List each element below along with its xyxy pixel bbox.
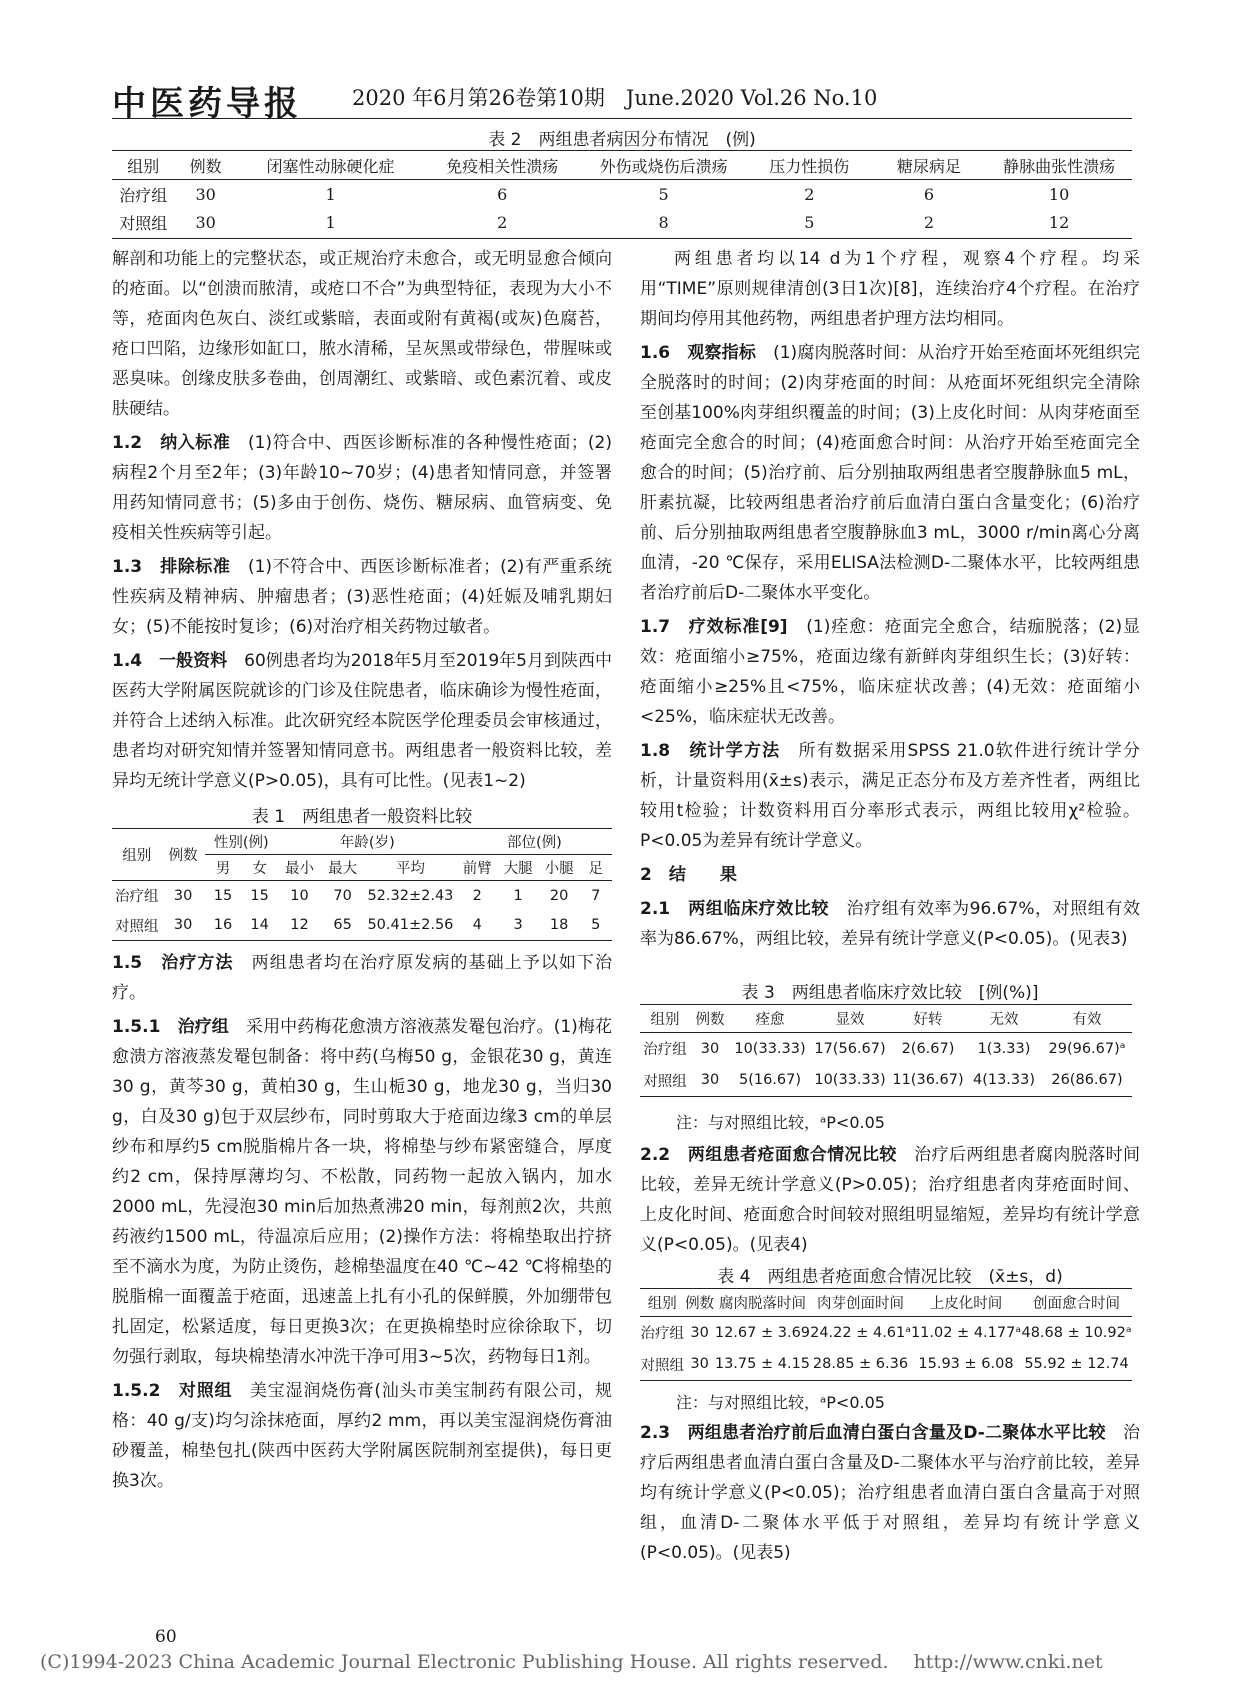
- table-cell: 70: [333, 887, 352, 904]
- table-cell: 5: [658, 184, 669, 204]
- table4: [640, 1288, 1132, 1381]
- table2-header: 压力性损伤: [769, 156, 850, 176]
- section-heading: 1.3 排除标准: [112, 557, 231, 577]
- paragraph-text: 治疗组有效率为96.67%，对照组有效率为86.67%，两组比较，差异有统计学意义(P<0.05)。(见表3): [640, 899, 1140, 949]
- table2-header: 例数: [189, 156, 222, 176]
- table-cell: 7: [591, 887, 601, 904]
- table-cell: 6: [923, 184, 935, 204]
- table-cell: 15: [250, 887, 269, 904]
- table3-header: 无效: [989, 1012, 1019, 1028]
- table4-header-row: [640, 1289, 1132, 1317]
- table-cell: 30: [195, 184, 216, 204]
- table-cell: 30: [700, 1072, 720, 1089]
- table-cell: 5: [591, 917, 601, 934]
- table2-header: 闭塞性动脉硬化症: [266, 156, 395, 176]
- table3-caption: 表 3 两组患者临床疗效比较 [例(%)]: [741, 983, 1039, 1003]
- paragraph: [640, 1418, 1140, 1568]
- table1-subheader: 大腿: [503, 861, 533, 877]
- table3-header: 显效: [835, 1012, 865, 1028]
- paragraph: [112, 1376, 612, 1496]
- table1-subheader: 最大: [328, 861, 358, 877]
- table4-header: 例数: [685, 1296, 715, 1312]
- table-cell: 14: [250, 917, 269, 934]
- table4-header: 创面愈合时间: [1033, 1296, 1120, 1312]
- paragraph-text: 两组患者均在治疗原发病的基础上予以如下治疗。: [112, 953, 613, 1003]
- table1-header: 组别: [122, 848, 152, 864]
- table1-header: 性别(例): [205, 829, 278, 855]
- table-cell: 50.41±2.56: [367, 917, 454, 934]
- table-cell: 对照组: [115, 918, 159, 935]
- table-cell: 1: [325, 184, 336, 204]
- table2-caption: 表 2 两组患者病因分布情况 (例): [488, 130, 756, 150]
- table-cell: 29(96.67)ᵃ: [1048, 1040, 1126, 1057]
- table-cell: 10: [1048, 184, 1070, 204]
- table-row: [112, 911, 612, 941]
- table-cell: 12.67 ± 3.69: [714, 1324, 811, 1341]
- table-cell: 17(56.67): [814, 1040, 886, 1057]
- section-heading: 1.5 治疗方法: [112, 953, 234, 973]
- paragraph-text: 60例患者均为2018年5月至2019年5月到陕西中医药大学附属医院就诊的门诊及住院患者，临床确诊为慢性疮面，并符合上述纳入标准。此次研究经本院医学伦理委员会审核通过，患者均对研究知情并签署知情同意书。两组患者一般资料比较，差异均无统计学意义(P>0.05)，具有可比性。(见表1~2): [112, 651, 612, 791]
- table2-bottom-rule: [112, 238, 1132, 239]
- table-cell: 20: [549, 887, 569, 904]
- table-cell: 1: [325, 212, 336, 232]
- table-cell: 对照组: [119, 213, 168, 233]
- paragraph-text: 采用中药梅花愈溃方溶液蒸发罨包治疗。(1)梅花愈溃方溶液蒸发罨包制备：将中药(乌梅50 g，金银花30 g，黄连30 g，黄芩30 g，黄柏30 g，生山栀30 g，地龙30 g，当归30 g，白及30 g)包于双层纱布，同时剪取大于疮面边缘3 cm的单层纱布和厚约5 cm脱脂棉片各一块，将棉垫与纱布紧密缝合，厚度约2 cm，保持厚薄均匀、不松散，同药物一起放入锅内，加水2000 mL，先浸泡30 min后加热煮沸20 min，每剂煎2次，共煎药液约1500 mL，待温凉后应用；(2)操作方法：将棉垫取出拧挤至不滴水为度，为防止烫伤，趁棉垫温度在40 ℃~42 ℃将棉垫的脱脂棉一面覆盖于疮面，迅速盖上扎有小孔的保鲜膜，外加绷带包扎固定，松紧适度，每日更换3次；在更换棉垫时应徐徐取下，切勿强行剥取，每块棉垫清水冲洗干净可用3~5次，药物每日1剂。: [112, 1017, 612, 1367]
- table2: [112, 151, 1132, 236]
- table1-subheader: 前臂: [462, 861, 492, 877]
- table3-header: 好转: [913, 1012, 943, 1028]
- table-row: [640, 1065, 1132, 1097]
- copyright-footer: (C)1994-2023 China Academic Journal Electronic Publishing House. All rights reserved. http://www.cnki.net: [40, 1651, 1103, 1673]
- table-cell: 26(86.67): [1051, 1072, 1123, 1089]
- table-cell: 2: [804, 184, 815, 204]
- journal-logo: 中医药导报: [112, 84, 302, 124]
- paragraph: [640, 894, 1140, 954]
- table-cell: 治疗组: [115, 889, 159, 906]
- table-cell: 28.85 ± 6.36: [812, 1356, 909, 1373]
- right-column-top: [640, 244, 1140, 958]
- table-cell: 16: [213, 917, 233, 934]
- table-cell: 4(13.33): [972, 1072, 1036, 1089]
- table-cell: 11.02 ± 4.177ᵃ: [910, 1324, 1022, 1341]
- table-row: [640, 1317, 1132, 1349]
- table1-subheader: 小腿: [544, 861, 574, 877]
- left-column-bottom: [112, 948, 612, 1500]
- table1-subheader: 男: [215, 861, 231, 877]
- table1-subheader: 最小: [284, 861, 314, 877]
- table2-header: 免疫相关性溃疡: [446, 156, 559, 176]
- paragraph: [112, 552, 612, 642]
- section-heading: 1.7 疗效标准[9]: [640, 617, 788, 637]
- table2-header: 外伤或烧伤后溃疡: [599, 156, 728, 176]
- table4-header: 上皮化时间: [929, 1296, 1003, 1312]
- table-cell: 4: [472, 917, 482, 934]
- table-cell: 治疗组: [119, 185, 168, 205]
- paragraph-text: (1)痊愈：疮面完全愈合，结痂脱落；(2)显效：疮面缩小≥75%，疮面边缘有新鲜肉芽组织生长；(3)好转：疮面缩小≥25%且<75%，临床症状改善；(4)无效：疮面缩小<25%，临床症状无改善。: [640, 617, 1140, 727]
- table-cell: 55.92 ± 12.74: [1024, 1356, 1129, 1373]
- table-cell: 13.75 ± 4.15: [714, 1356, 811, 1373]
- table-row: [112, 881, 612, 911]
- page-number: 60: [155, 1627, 177, 1647]
- table2-header: 组别: [127, 156, 160, 176]
- paragraph-text: 治疗后两组患者血清白蛋白含量及D-二聚体水平与治疗前比较，差异均有统计学意义(P<0.05)；治疗组患者血清白蛋白含量高于对照组，血清D-二聚体水平低于对照组，差异均有统计学意义(P<0.05)。(见表5): [640, 1423, 1141, 1563]
- table-cell: 12: [1048, 212, 1070, 232]
- section-heading: 1.5.2 对照组: [112, 1381, 233, 1401]
- paragraph: [112, 1012, 612, 1372]
- section-heading: 1.4 一般资料: [112, 651, 228, 671]
- table-cell: 15.93 ± 6.08: [918, 1356, 1014, 1373]
- table-cell: 1(3.33): [977, 1040, 1031, 1057]
- table-cell: 30: [690, 1324, 709, 1341]
- table-cell: 30: [700, 1040, 720, 1057]
- table3-header: 痊愈: [755, 1012, 785, 1028]
- table4-caption: 表 4 两组患者疮面愈合情况比较 (x̄±s，d): [717, 1267, 1063, 1287]
- table4-header: 腐肉脱落时间: [718, 1296, 806, 1312]
- table-cell: 2: [923, 212, 935, 232]
- table1-header: 部位(例): [457, 829, 612, 855]
- table-row: [640, 1033, 1132, 1065]
- table-cell: 10: [290, 887, 309, 904]
- paragraph-text: 所有数据采用SPSS 21.0软件进行统计学分析，计量资料用(x̄±s)表示，满足正态分布及方差齐性者，两组比较用t检验；计数资料用百分率形式表示，两组比较用χ²检验。P<0.05为差异有统计学意义。: [640, 741, 1140, 851]
- paragraph: [640, 736, 1140, 856]
- table-cell: 5: [804, 212, 815, 232]
- paragraph: 解剖和功能上的完整状态，或正规治疗未愈合，或无明显愈合倾向的疮面。以“创溃而脓清，或疮口不合”为典型特征，表现为大小不等，疮面肉色灰白、淡红或紫暗，表面或附有黄褐(或灰)色腐苔，疮口凹陷，边缘形如缸口，脓水清稀，呈灰黑或带绿色，带腥味或恶臭味。创缘皮肤多卷曲，创周潮红、或紫暗、或色素沉着、或皮肤硬结。: [112, 249, 612, 419]
- table1-header-row: [112, 829, 612, 855]
- section-heading: 2.3 两组患者治疗前后血清白蛋白含量及D-二聚体水平比较: [640, 1423, 1106, 1443]
- table2-header: 静脉曲张性溃疡: [1003, 156, 1116, 176]
- table-cell: 10(33.33): [814, 1072, 886, 1089]
- table-cell: 1: [513, 887, 523, 904]
- section-heading: 2.2 两组患者疮面愈合情况比较: [640, 1145, 897, 1165]
- paragraph: [112, 948, 612, 1008]
- table1-subheader: 足: [588, 861, 604, 877]
- paragraph: [640, 1140, 1140, 1260]
- table3: [640, 1004, 1132, 1097]
- right-column-middle: [640, 1140, 1140, 1264]
- table-cell: 5(16.67): [738, 1072, 802, 1089]
- table-cell: 2: [472, 887, 482, 904]
- paragraph: 两组患者均以14 d为1个疗程，观察4个疗程。均采用“TIME”原则规律清创(3日1次)[8]，连续治疗4个疗程。在治疗期间均停用其他药物，两组患者护理方法均相同。: [640, 249, 1140, 329]
- table1-subheader: 女: [252, 861, 267, 877]
- table4-header: 肉芽创面时间: [817, 1296, 905, 1312]
- table-cell: 10(33.33): [734, 1040, 806, 1057]
- table-row: [640, 1349, 1132, 1381]
- table-cell: 2(6.67): [901, 1040, 955, 1057]
- table-cell: 2: [497, 212, 508, 232]
- paragraph-text: (1)符合中、西医诊断标准的各种慢性疮面；(2)病程2个月至2年；(3)年龄10~70岁；(4)患者知情同意，并签署用药知情同意书；(5)多由于创伤、烧伤、糖尿病、血管病变、免疫相关性疾病等引起。: [112, 433, 612, 543]
- table2-header: 糖尿病足: [896, 156, 961, 176]
- table-cell: 30: [195, 212, 216, 232]
- table-cell: 对照组: [640, 1357, 684, 1374]
- table3-header: 例数: [695, 1012, 725, 1028]
- section-heading: 1.2 纳入标准: [112, 433, 231, 453]
- paragraph: [640, 338, 1140, 608]
- table1: [112, 828, 612, 941]
- paragraph: [640, 612, 1140, 732]
- table-cell: 65: [333, 917, 352, 934]
- right-column-bottom: [640, 1418, 1140, 1572]
- table-cell: 48.68 ± 10.92ᵃ: [1021, 1324, 1132, 1341]
- table4-header: 组别: [647, 1296, 677, 1312]
- page-header: [112, 76, 1132, 124]
- paragraph: [112, 428, 612, 548]
- table-cell: 治疗组: [643, 1042, 687, 1059]
- section-heading: 1.5.1 治疗组: [112, 1017, 229, 1037]
- table-cell: 24.22 ± 4.61ᵃ: [810, 1324, 911, 1341]
- table3-header: 组别: [650, 1012, 680, 1028]
- table1-header: 年龄(岁): [278, 829, 457, 855]
- table-cell: 11(36.67): [892, 1072, 964, 1089]
- section-heading: 1.6 观察指标: [640, 343, 756, 363]
- left-column-top: [112, 244, 612, 800]
- paragraph-text: 治疗后两组患者腐肉脱落时间比较，差异无统计学意义(P>0.05)；治疗组患者肉芽疮面时间、上皮化时间、疮面愈合时间较对照组明显缩短，差异均有统计学意义(P<0.05)。(见表4): [640, 1145, 1141, 1255]
- table-cell: 治疗组: [640, 1326, 684, 1343]
- table-row: [112, 208, 1132, 236]
- table3-header: 有效: [1072, 1012, 1102, 1028]
- paragraph: [112, 646, 612, 796]
- table-cell: 3: [513, 917, 523, 934]
- paragraph-text: (1)腐肉脱落时间：从治疗开始至疮面坏死组织完全脱落时的时间；(2)肉芽疮面的时间：从疮面坏死组织完全清除至创基100%肉芽组织覆盖的时间；(3)上皮化时间：从肉芽疮面至疮面完全愈合的时间；(4)疮面愈合时间：从治疗开始至疮面完全愈合的时间；(5)治疗前、后分别抽取两组患者空腹静脉血5 mL，肝素抗凝，比较两组患者治疗前后血清白蛋白含量变化；(6)治疗前、后分别抽取两组患者空腹静脉血3 mL，3000 r/min离心分离血清，-20 ℃保存，采用ELISA法检测D-二聚体水平，比较两组患者治疗前后D-二聚体水平变化。: [640, 343, 1140, 603]
- table3-note: 注：与对照组比较，ᵃP<0.05: [676, 1113, 885, 1132]
- table-cell: 30: [173, 917, 193, 934]
- table-cell: 52.32±2.43: [367, 887, 454, 904]
- table-row: [112, 180, 1132, 209]
- section-heading: 1.8 统计学方法: [640, 741, 781, 761]
- table3-header-row: [640, 1005, 1132, 1033]
- table-cell: 30: [690, 1356, 709, 1373]
- table-cell: 15: [213, 887, 233, 904]
- table1-header: 例数: [168, 848, 198, 864]
- header-rule: [112, 118, 1132, 119]
- table2-header-row: [112, 151, 1132, 180]
- table-cell: 对照组: [643, 1073, 687, 1090]
- issue-info: 2020 年6月第26卷第10期 June.2020 Vol.26 No.10: [352, 86, 878, 110]
- paragraph-text: (1)不符合中、西医诊断标准者；(2)有严重系统性疾病及精神病、肿瘤患者；(3)恶性疮面；(4)妊娠及哺乳期妇女；(5)不能按时复诊；(6)对治疗相关药物过敏者。: [112, 557, 612, 637]
- section-heading: 2.1 两组临床疗效比较: [640, 899, 829, 919]
- table-cell: 18: [549, 917, 569, 934]
- table-cell: 30: [173, 887, 193, 904]
- table1-caption: 表 1 两组患者一般资料比较: [251, 807, 473, 827]
- table-cell: 12: [290, 917, 309, 934]
- table-cell: 6: [497, 184, 508, 204]
- table4-note: 注：与对照组比较，ᵃP<0.05: [676, 1393, 885, 1412]
- paragraph-text: 美宝湿润烧伤膏(汕头市美宝制药有限公司，规格：40 g/支)均匀涂抹疮面，厚约2 mm，再以美宝湿润烧伤膏油砂覆盖，棉垫包扎(陕西中医药大学附属医院制剂室提供)，每日更换3次。: [112, 1381, 612, 1491]
- section-title: 2 结 果: [640, 865, 737, 885]
- table1-subheader: 平均: [395, 861, 425, 877]
- table-cell: 8: [658, 212, 669, 232]
